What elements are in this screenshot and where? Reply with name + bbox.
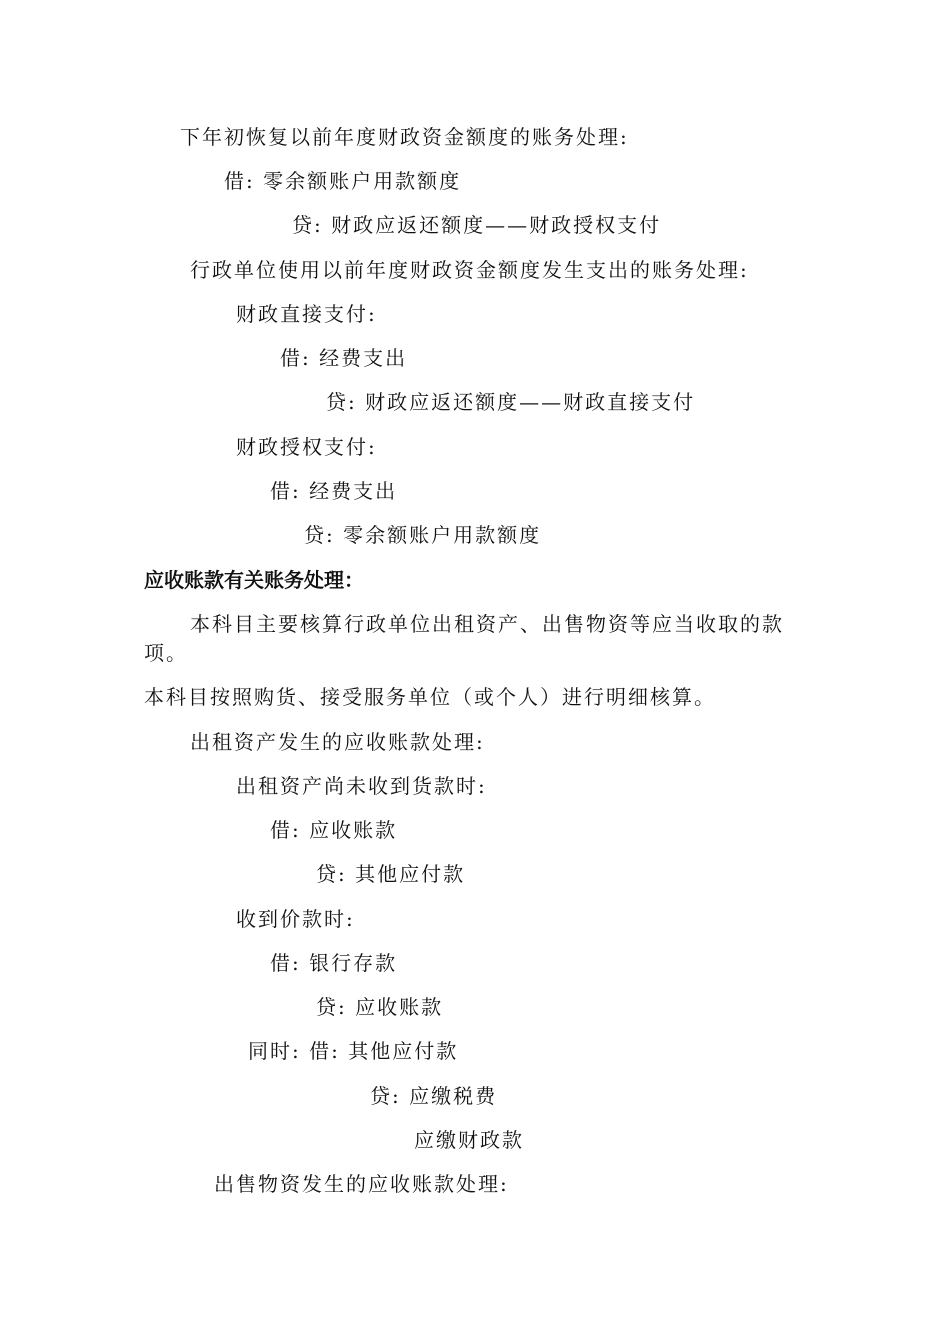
paragraph-line: 项。 [144,641,188,665]
text-line: 贷: 财政应返还额度——财政直接支付 [326,390,696,414]
text-line: 收到价款时: [236,907,355,931]
text-line: 财政授权支付: [236,435,377,459]
text-line: 出售物资发生的应收账款处理: [214,1172,509,1196]
section-heading: 应收账款有关账务处理： [144,568,364,592]
text-line: 贷: 应缴税费 [370,1084,498,1108]
text-line: 借: 银行存款 [270,951,398,975]
text-line: 贷: 零余额账户用款额度 [304,523,542,547]
text-line: 财政直接支付: [236,302,377,326]
text-line: 贷: 其他应付款 [316,862,466,886]
text-line: 行政单位使用以前年度财政资金额度发生支出的账务处理: [190,258,749,282]
text-line: 应缴财政款 [414,1128,524,1152]
text-line: 贷: 应收账款 [316,995,444,1019]
text-line: 出租资产尚未收到货款时: [236,774,487,798]
text-line: 借: 经费支出 [270,479,398,503]
paragraph-line: 本科目主要核算行政单位出租资产、出售物资等应当收取的款 [190,612,784,636]
text-line: 贷: 财政应返还额度——财政授权支付 [292,213,662,237]
text-line: 借: 零余额账户用款额度 [224,169,462,193]
text-line: 出租资产发生的应收账款处理: [190,730,485,754]
text-line: 借: 应收账款 [270,818,398,842]
text-line: 同时: 借: 其他应付款 [248,1039,459,1063]
text-line: 下年初恢复以前年度财政资金额度的账务处理: [180,125,629,149]
text-line: 借: 经费支出 [280,346,408,370]
paragraph-line: 本科目按照购货、接受服务单位（或个人）进行明细核算。 [144,685,716,709]
